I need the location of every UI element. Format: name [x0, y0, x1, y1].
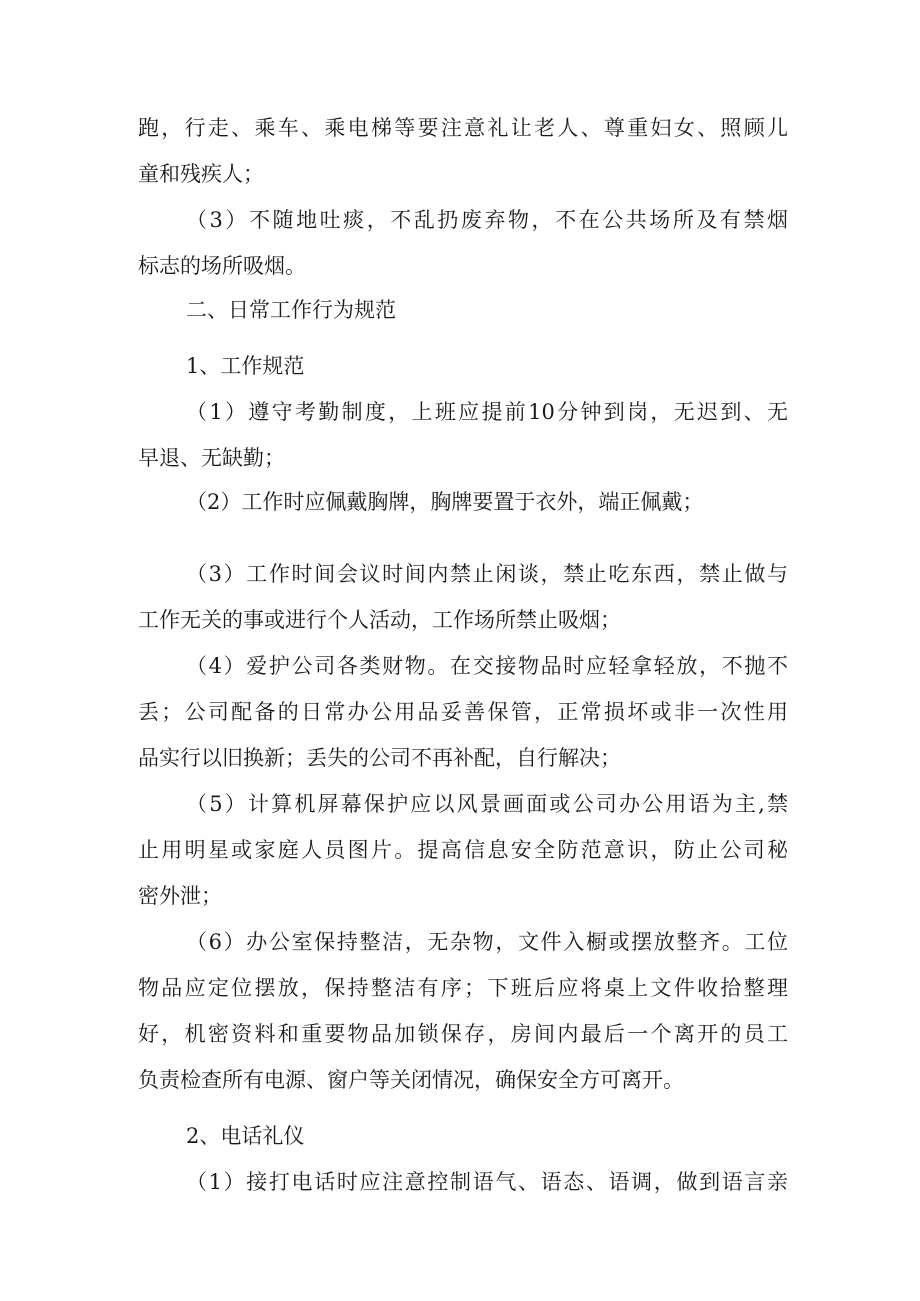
text-line: 品实行以旧换新；丢失的公司不再补配，自行解决； — [138, 746, 621, 770]
paragraph-item-1: （1）接打电话时应注意控制语气、语态、语调，做到语言亲 — [186, 1170, 788, 1194]
paragraph-item-3: （3）工作时间会议时间内禁止闲谈，禁止吃东西，禁止做与 — [186, 562, 788, 586]
text-line: 负责检查所有电源、窗户等关闭情况，确保安全方可离开。 — [138, 1068, 684, 1092]
text-line: 密外泄； — [138, 884, 222, 908]
text-line: 止用明星或家庭人员图片。提高信息安全防范意识，防止公司秘 — [138, 838, 788, 862]
paragraph-item-4: （4）爱护公司各类财物。在交接物品时应轻拿轻放，不抛不 — [186, 654, 788, 678]
paragraph-item-2: （2）工作时应佩戴胸牌，胸牌要置于衣外，端正佩戴； — [186, 490, 704, 514]
paragraph-item-5: （5）计算机屏幕保护应以风景画面或公司办公用语为主,禁 — [186, 792, 788, 816]
text-line: 物品应定位摆放，保持整洁有序；下班后应将桌上文件收拾整理 — [138, 976, 788, 1000]
text-line: 跑，行走、乘车、乘电梯等要注意礼让老人、尊重妇女、照顾儿 — [138, 116, 788, 140]
text-line: 丢；公司配备的日常办公用品妥善保管，正常损坏或非一次性用 — [138, 700, 788, 724]
text-line: 工作无关的事或进行个人活动，工作场所禁止吸烟； — [138, 608, 621, 632]
text-line: 童和残疾人； — [138, 162, 264, 186]
text-line: 好，机密资料和重要物品加锁保存，房间内最后一个离开的员工 — [138, 1022, 788, 1046]
section-heading: 二、日常工作行为规范 — [186, 298, 396, 322]
paragraph-item-6: （6）办公室保持整洁，无杂物，文件入橱或摆放整齐。工位 — [186, 930, 788, 954]
paragraph-item-1: （1）遵守考勤制度，上班应提前10分钟到岗，无迟到、无 — [186, 400, 788, 424]
text-line: 标志的场所吸烟。 — [138, 254, 306, 278]
subsection-heading: 2、电话礼仪 — [186, 1124, 305, 1148]
subsection-heading: 1、工作规范 — [186, 354, 305, 378]
paragraph-item-3: （3）不随地吐痰，不乱扔废弃物，不在公共场所及有禁烟 — [186, 208, 788, 232]
text-line: 早退、无缺勤； — [138, 446, 285, 470]
